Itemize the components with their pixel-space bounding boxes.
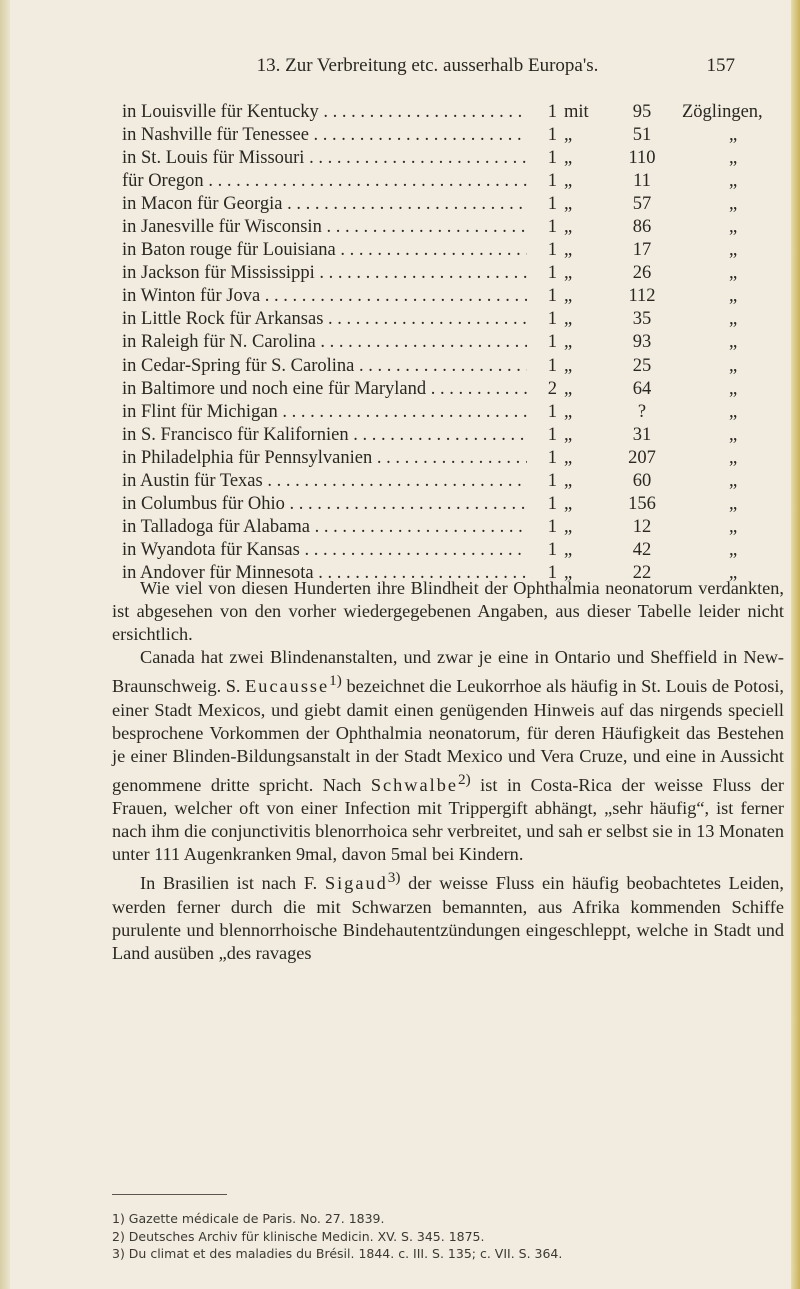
row-unit: „	[729, 562, 738, 583]
row-mit: „	[564, 240, 573, 261]
row-label: in Winton für Jova . . .	[122, 286, 527, 307]
row-mit: „	[564, 516, 573, 537]
row-mit: „	[564, 355, 573, 376]
table-row	[122, 286, 782, 309]
row-label: in Janesville für Wisconsin . . .	[122, 217, 527, 238]
row-count: 1	[537, 448, 557, 469]
row-label: in S. Francisco für Kalifornien . . .	[122, 425, 527, 446]
footnote-2: 2) Deutsches Archiv für klinische Medicin. XV. S. 345. 1875.	[112, 1228, 485, 1244]
row-unit: „	[729, 125, 738, 146]
row-mit: „	[564, 539, 573, 560]
paragraph-2-text-b: bezeichnet die Leukorrhoe als häufig in St. Louis de Potosi, einer Stadt Mexicos, und giebt damit einen genügenden Hinweis auf das nirgends speciell besprochene Vorkommen der Ophthalmia neonatorum, für deren Häufigkeit das Bestehen je einer Blinden-Bildungsanstalt in der Stadt Mexico und Vera Cruze, und eine in Aussicht genommene dritte spricht. Nach	[112, 676, 785, 795]
row-mit: „	[564, 148, 573, 169]
row-unit: „	[729, 332, 738, 353]
author-sigaud: Sigaud	[324, 873, 388, 894]
table-row	[122, 540, 782, 563]
row-label: in Andover für Minnesota . . .	[122, 563, 527, 584]
table-row	[122, 425, 782, 448]
row-unit: „	[729, 240, 738, 261]
row-unit: „	[729, 355, 738, 376]
row-count: 1	[537, 263, 557, 284]
table-row	[122, 217, 782, 240]
row-label: in Cedar-Spring für S. Carolina . . .	[122, 356, 527, 377]
footnote-3: 3) Du climat et des maladies du Brésil. 1844. c. III. S. 135; c. VII. S. 364.	[112, 1246, 563, 1261]
table-row	[122, 356, 782, 379]
row-unit: Zöglingen,	[682, 102, 763, 122]
footnote-ref-2: 2)	[457, 770, 471, 788]
row-label: in Louisville für Kentucky . . .	[122, 102, 527, 123]
row-mit: „	[564, 309, 573, 330]
table-row	[122, 102, 782, 125]
paragraph-1: Wie viel von diesen Hunderten ihre Blindheit der Ophthalmia neonatorum verdankten, ist abgesehen von den vorher wiedergegebenen Angaben, aus dieser Tabelle leider nicht ersichtlich.	[112, 578, 784, 645]
row-label: in Austin für Texas . . .	[122, 471, 527, 492]
row-count: 1	[537, 125, 557, 146]
table-row	[122, 517, 782, 540]
row-count: 1	[537, 217, 557, 238]
footnote-rule	[112, 1194, 227, 1195]
row-number: 25	[632, 355, 652, 376]
row-number: 57	[632, 194, 652, 215]
row-count: 1	[537, 194, 557, 215]
row-number: 60	[632, 470, 652, 491]
row-count: 1	[537, 356, 557, 377]
row-number: ?	[637, 401, 647, 422]
row-unit: „	[729, 378, 738, 399]
row-count: 1	[537, 471, 557, 492]
row-mit: „	[564, 171, 573, 192]
row-label: in Baltimore und noch eine für Maryland . . .	[122, 379, 527, 400]
row-mit: „	[564, 194, 573, 215]
table-row	[122, 263, 782, 286]
row-count: 1	[537, 148, 557, 169]
row-unit: „	[729, 194, 738, 215]
institution-table	[122, 102, 782, 586]
row-unit: „	[729, 470, 738, 491]
row-number: 64	[632, 378, 652, 399]
row-label: in Wyandota für Kansas . . .	[122, 540, 527, 561]
footnote-ref-1: 1)	[329, 672, 342, 690]
row-mit: „	[564, 424, 573, 445]
paragraph-2-text-a: Canada hat zwei Blindenanstalten, und zwar je eine in Ontario und Sheffield in New-Braunschweig. S.	[112, 647, 784, 697]
row-mit: „	[564, 125, 573, 146]
row-number: 110	[628, 148, 656, 169]
row-number: 42	[632, 539, 652, 560]
row-number: 22	[632, 562, 652, 583]
row-number: 95	[632, 102, 652, 122]
row-count: 2	[537, 379, 557, 400]
table-row	[122, 148, 782, 171]
row-unit: „	[729, 424, 738, 445]
row-count: 1	[537, 540, 557, 561]
row-label: in Jackson für Mississippi . . .	[122, 263, 527, 284]
row-mit: „	[564, 217, 573, 238]
row-number: 12	[632, 516, 652, 537]
row-number: 35	[632, 309, 652, 330]
table-row	[122, 332, 782, 355]
table-row	[122, 309, 782, 332]
row-number: 26	[632, 263, 652, 284]
row-label: in St. Louis für Missouri . . .	[122, 148, 527, 169]
table-row	[122, 240, 782, 263]
author-schwalbe: Schwalbe	[370, 774, 458, 795]
footnotes	[112, 1210, 784, 1263]
row-label: in Talladoga für Alabama . . .	[122, 517, 527, 538]
row-number: 31	[632, 424, 652, 445]
page-number: 157	[706, 55, 735, 76]
paragraph-3	[112, 866, 784, 964]
row-count: 1	[537, 332, 557, 353]
row-number: 51	[632, 125, 652, 146]
row-number: 93	[632, 332, 652, 353]
row-unit: „	[729, 493, 738, 514]
row-unit: „	[729, 401, 738, 422]
row-count: 1	[537, 517, 557, 538]
row-count: 1	[537, 309, 557, 330]
row-unit: „	[729, 217, 738, 238]
page-left-edge	[0, 0, 10, 1289]
row-count: 1	[537, 171, 557, 192]
table-row	[122, 125, 782, 148]
row-number: 207	[628, 447, 656, 468]
row-unit: „	[729, 539, 738, 560]
table-row	[122, 471, 782, 494]
row-mit: „	[564, 332, 573, 353]
row-label: in Nashville für Tenessee . . .	[122, 125, 527, 146]
paragraph-2	[112, 646, 784, 866]
table-row	[122, 494, 782, 517]
paragraph-3-text-b: der weisse Fluss ein häufig beobachtetes Leiden, werden ferner durch die mit Schwarzen bemannten, aus Afrika kommenden Schiffe purulente und blennorrhoische Bindehautentzündungen eingeschleppt, welche in Stadt und Land ausüben „des ravages	[112, 873, 784, 963]
row-number: 11	[633, 171, 651, 192]
row-unit: „	[729, 447, 738, 468]
row-number: 17	[632, 240, 652, 261]
row-label: in Flint für Michigan . . .	[122, 402, 527, 423]
row-unit: „	[729, 263, 738, 284]
row-mit: „	[564, 493, 573, 514]
paragraph-2-text-c: ist in Costa-Rica der weisse Fluss der Frauen, welcher oft von einer Infection mit Trippergift abhängt, „sehr häufig“, ist ferner nach ihm die conjunctivitis blenorrhoica sehr verbreitet, und sah er selbst sie in 13 Monaten unter 111 Augenkranken 9mal, davon 5mal bei Kindern.	[112, 774, 784, 865]
row-number: 112	[628, 286, 656, 307]
row-mit: „	[564, 378, 573, 399]
table-row	[122, 379, 782, 402]
row-count: 1	[537, 425, 557, 446]
footnote-1: 1) Gazette médicale de Paris. No. 27. 1839.	[112, 1211, 385, 1226]
row-label: in Columbus für Ohio . . .	[122, 494, 527, 515]
row-label: in Raleigh für N. Carolina . . .	[122, 332, 527, 353]
row-label: in Baton rouge für Louisiana . . .	[122, 240, 527, 261]
row-count: 1	[537, 240, 557, 261]
body-text	[112, 577, 784, 965]
row-label: in Little Rock für Arkansas . . .	[122, 309, 527, 330]
paragraph-3-text-a: In Brasilien ist nach F.	[140, 873, 318, 894]
row-count: 1	[537, 563, 557, 584]
running-header	[120, 55, 735, 85]
row-number: 156	[628, 493, 656, 514]
row-mit: „	[564, 401, 573, 422]
table-row	[122, 448, 782, 471]
row-mit: „	[564, 562, 573, 583]
row-unit: „	[729, 148, 738, 169]
table-row	[122, 194, 782, 217]
author-eucausse: Eucausse	[245, 676, 330, 697]
row-mit: „	[564, 263, 573, 284]
row-unit: „	[729, 516, 738, 537]
row-label: für Oregon . . .	[122, 171, 527, 192]
footnote-ref-3: 3)	[387, 869, 401, 887]
row-count: 1	[537, 102, 557, 123]
row-mit: „	[564, 286, 573, 307]
chapter-title: 13. Zur Verbreitung etc. ausserhalb Europa's.	[256, 55, 599, 76]
row-unit: „	[729, 286, 738, 307]
row-count: 1	[537, 286, 557, 307]
row-mit: „	[564, 470, 573, 491]
row-label: in Philadelphia für Pennsylvanien . . .	[122, 448, 527, 469]
row-unit: „	[729, 171, 738, 192]
row-count: 1	[537, 402, 557, 423]
row-count: 1	[537, 494, 557, 515]
table-row	[122, 171, 782, 194]
row-mit: „	[564, 447, 573, 468]
row-label: in Macon für Georgia . . .	[122, 194, 527, 215]
table-row	[122, 402, 782, 425]
row-number: 86	[632, 217, 652, 238]
row-unit: „	[729, 309, 738, 330]
row-mit: mit	[564, 102, 589, 122]
